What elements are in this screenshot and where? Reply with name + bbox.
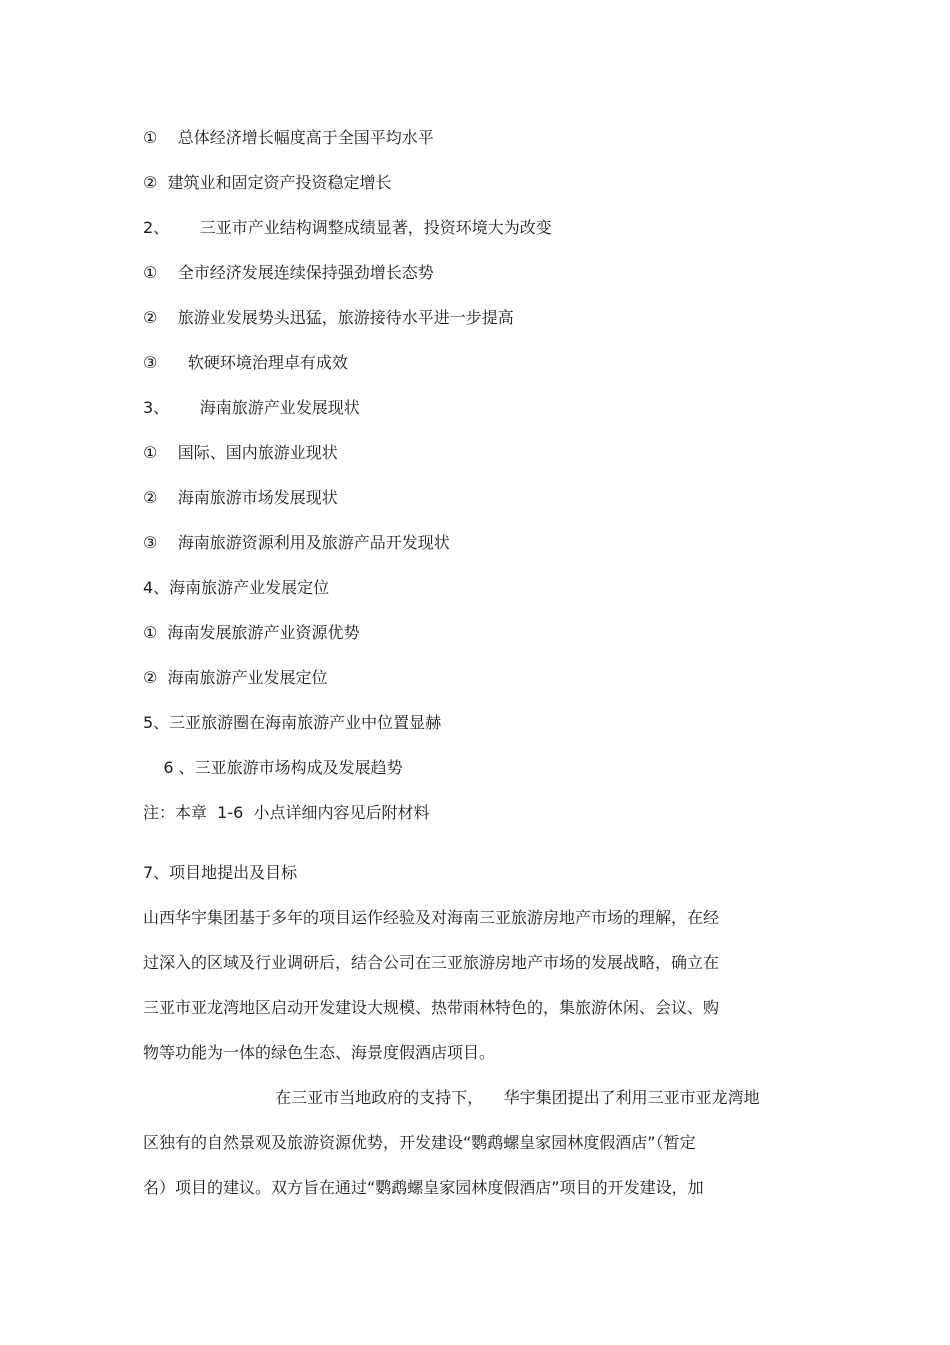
paragraph-2-line-3: 名）项目的建议。双方旨在通过“鹦鹉螺皇家园林度假酒店”项目的开发建设，加: [143, 1178, 704, 1197]
section-heading-5: 5、三亚旅游圈在海南旅游产业中位置显赫: [143, 713, 442, 732]
outline-item-1-1: ① 总体经济增长幅度高于全国平均水平: [143, 128, 434, 147]
section-heading-7: 7、项目地提出及目标: [143, 863, 298, 882]
paragraph-2-line-1: 在三亚市当地政府的支持下， 华宇集团提出了利用三亚市亚龙湾地: [143, 1088, 760, 1107]
paragraph-1-line-2: 过深入的区域及行业调研后，结合公司在三亚旅游房地产市场的发展战略，确立在: [143, 953, 720, 972]
paragraph-1-line-4: 物等功能为一体的绿色生态、海景度假酒店项目。: [143, 1043, 496, 1062]
paragraph-1-line-3: 三亚市亚龙湾地区启动开发建设大规模、热带雨林特色的，集旅游休闲、会议、购: [143, 998, 720, 1017]
outline-item-3-1: ① 国际、国内旅游业现状: [143, 443, 338, 462]
outline-item-2-3: ③ 软硬环境治理卓有成效: [143, 353, 348, 372]
outline-item-3-2: ② 海南旅游市场发展现状: [143, 488, 338, 507]
outline-item-3-3: ③ 海南旅游资源利用及旅游产品开发现状: [143, 533, 450, 552]
outline-item-2-2: ② 旅游业发展势头迅猛，旅游接待水平进一步提高: [143, 308, 514, 327]
chapter-note: 注：本章 1-6 小点详细内容见后附材料: [143, 803, 430, 822]
outline-item-1-2: ② 建筑业和固定资产投资稳定增长: [143, 173, 392, 192]
outline-item-2-1: ① 全市经济发展连续保持强劲增长态势: [143, 263, 434, 282]
paragraph-2-line-2: 区独有的自然景观及旅游资源优势，开发建设“鹦鹉螺皇家园林度假酒店”（暂定: [143, 1133, 696, 1152]
section-heading-2: 2、 三亚市产业结构调整成绩显著，投资环境大为改变: [143, 218, 552, 237]
section-heading-3: 3、 海南旅游产业发展现状: [143, 398, 360, 417]
outline-item-4-1: ① 海南发展旅游产业资源优势: [143, 623, 360, 642]
outline-item-4-2: ② 海南旅游产业发展定位: [143, 668, 328, 687]
section-heading-6: 6 、三亚旅游市场构成及发展趋势: [143, 758, 403, 777]
section-heading-4: 4、海南旅游产业发展定位: [143, 578, 330, 597]
paragraph-1-line-1: 山西华宇集团基于多年的项目运作经验及对海南三亚旅游房地产市场的理解，在经: [143, 908, 720, 927]
